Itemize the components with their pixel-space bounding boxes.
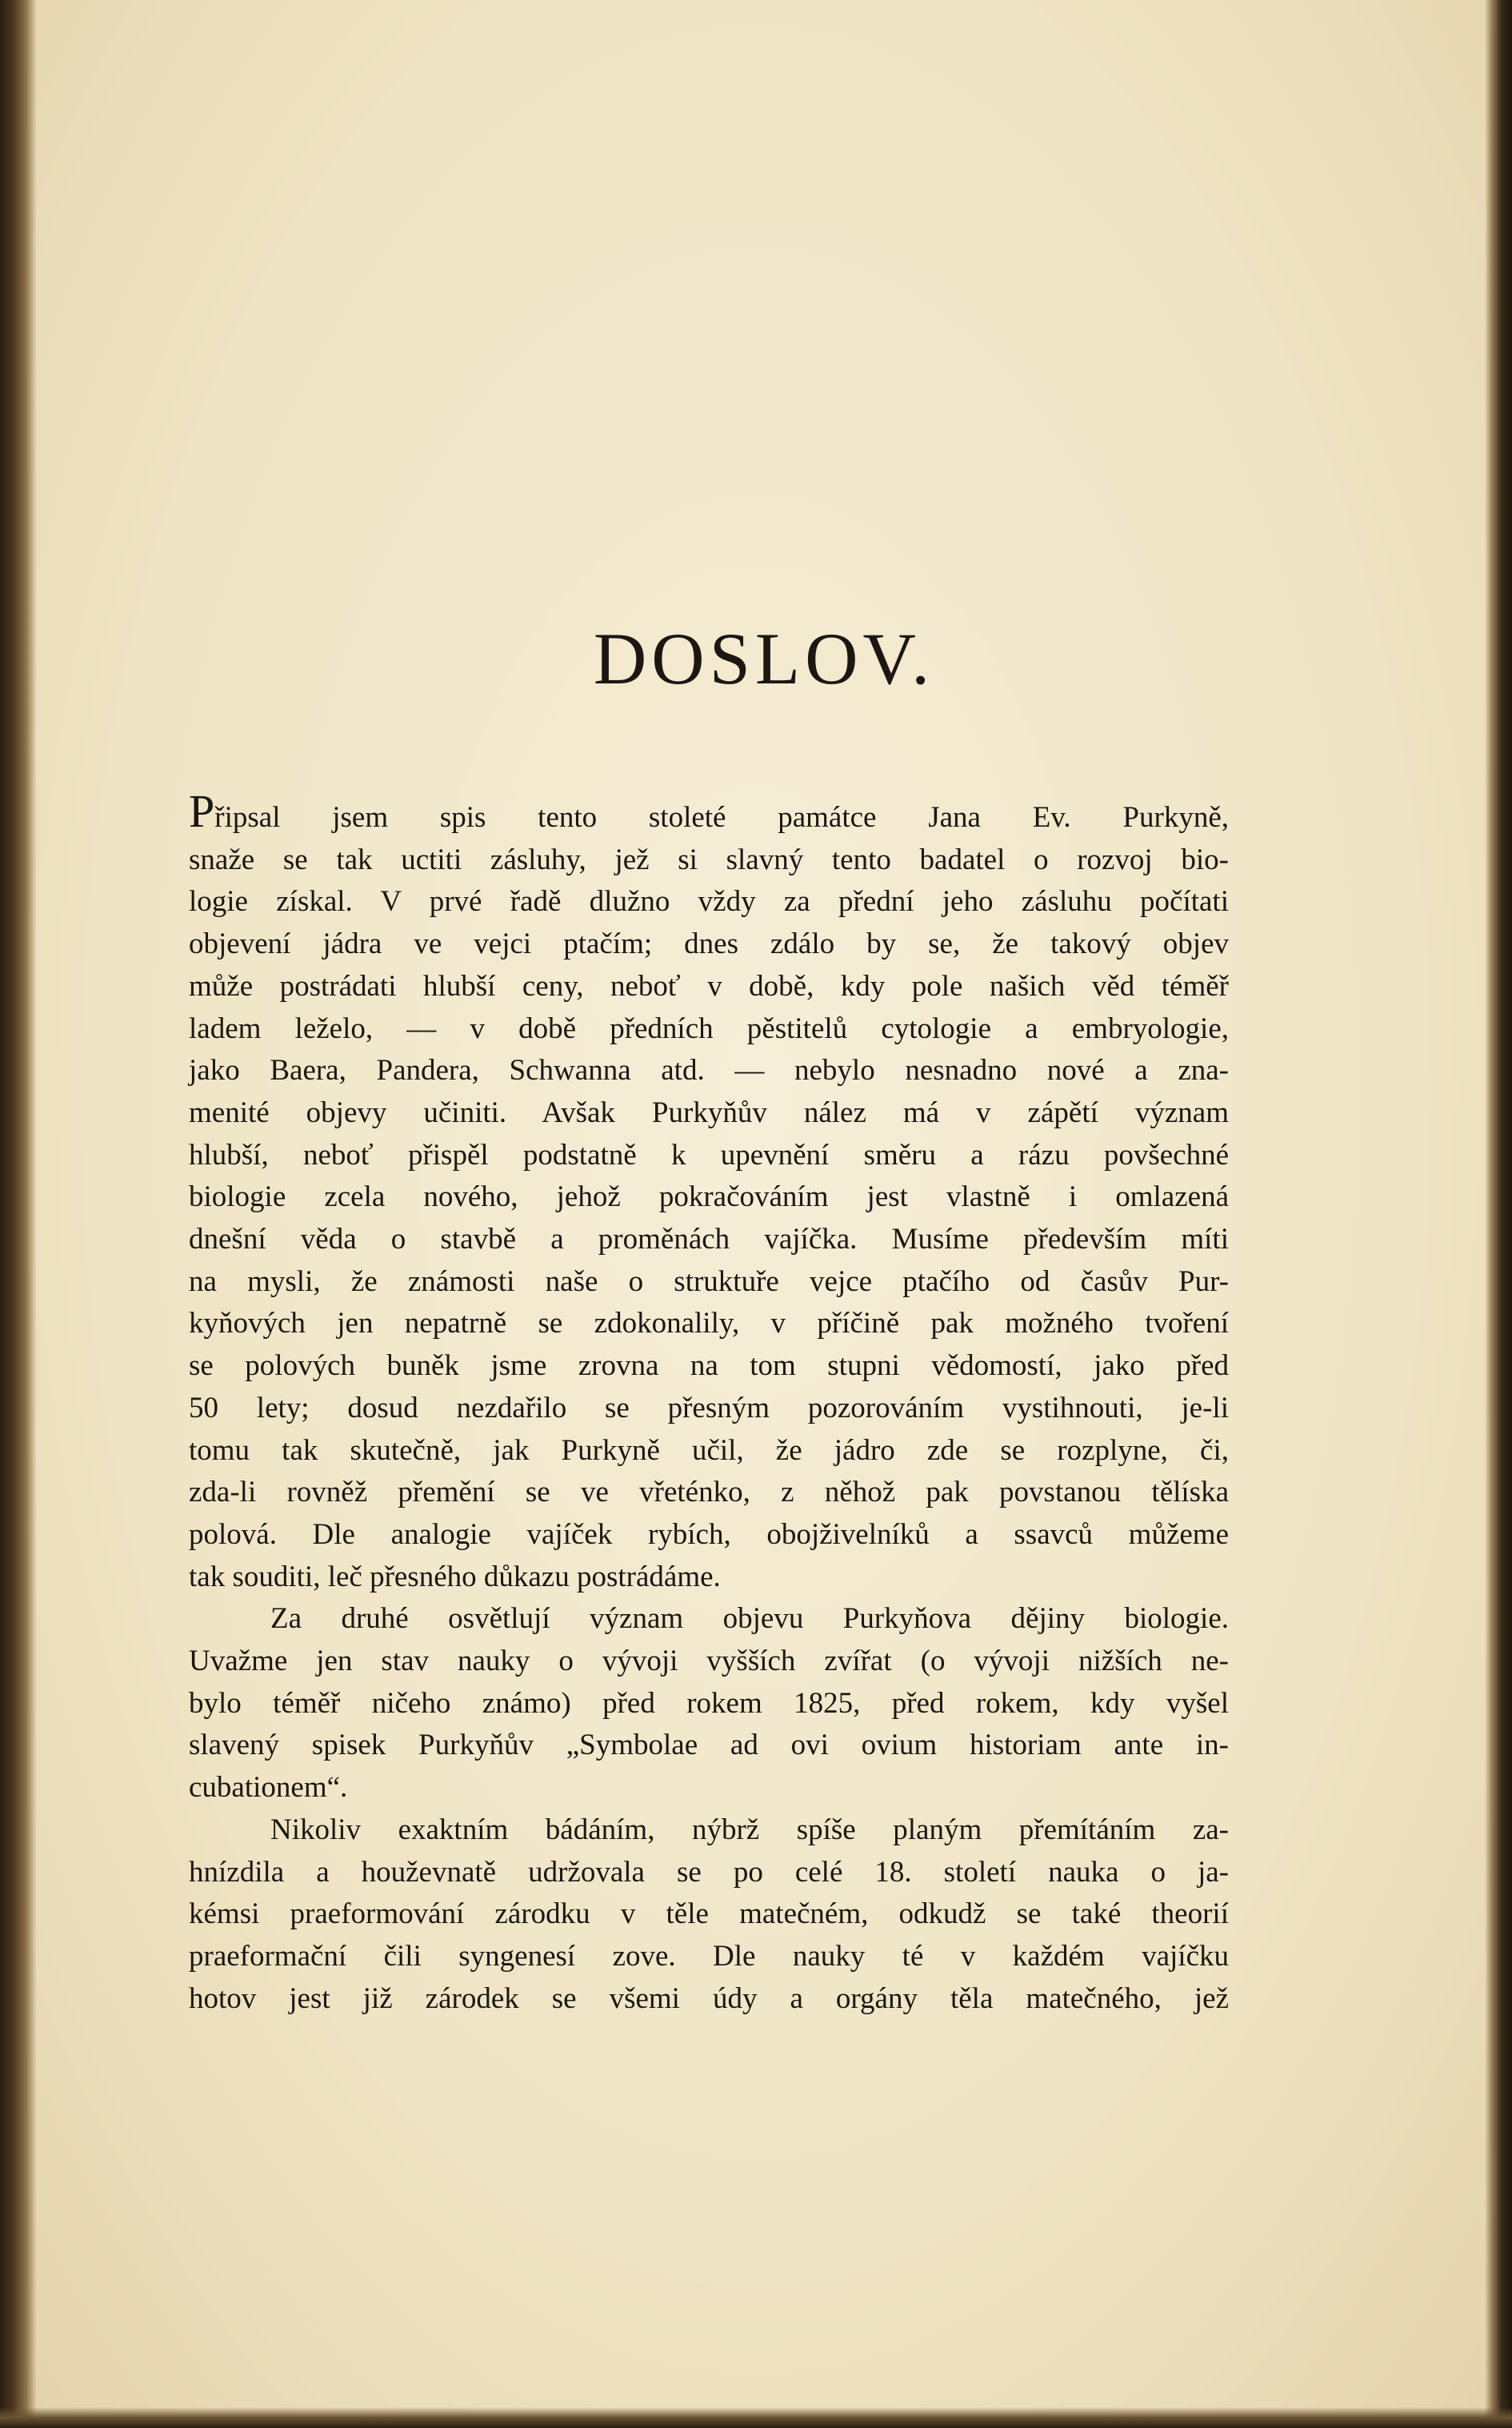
body-text	[189, 785, 1229, 2020]
page-edge-shadow	[1485, 0, 1512, 2428]
text-line-9: hlubší, neboť přispěl podstatně k upevnění směru a rázu povšechné	[189, 1138, 1229, 1172]
text-line-12: na mysli, že známosti naše o struktuře vejce ptačího od časův Pur-	[189, 1264, 1229, 1298]
text-line-7: jako Baera, Pandera, Schwanna atd. — nebylo nesnadno nové a zna-	[189, 1054, 1229, 1088]
text-line-13: kyňových jen nepatrně se zdokonalily, v příčině pak možného tvoření	[189, 1307, 1229, 1340]
text-line-1	[189, 785, 1229, 839]
text-line-17: zda-li rovněž přemění se ve vřeténko, z něhož pak povstanou tělíska	[189, 1476, 1229, 1509]
text-line-2: snaže se tak uctiti zásluhy, jež si slavný tento badatel o rozvoj bio-	[189, 843, 1229, 876]
text-line-29: hotov jest již zárodek se všemi údy a orgány těla matečného, jež	[189, 1981, 1229, 2015]
text-line-21: Uvažme jen stav nauky o vývoji vyšších zvířat (o vývoji nižších ne-	[189, 1645, 1229, 1678]
text-line-3: logie získal. V prvé řadě dlužno vždy za přední jeho zásluhu počítati	[189, 885, 1229, 919]
text-line-24: cubationem“.	[189, 1771, 348, 1805]
text-line-26: hnízdila a houževnatě udržovala se po celé 18. století nauka o ja-	[189, 1855, 1229, 1889]
text-line-16: tomu tak skutečně, jak Purkyně učil, že jádro zde se rozplyne, či,	[189, 1433, 1229, 1467]
text-line-4: objevení jádra ve vejci ptačím; dnes zdálo by se, že takový objev	[189, 928, 1229, 961]
text-line-14: se polových buněk jsme zrovna na tom stupni vědomostí, jako před	[189, 1349, 1229, 1383]
chapter-title: DOSLOV.	[593, 618, 935, 699]
text-line-6: ladem leželo, — v době předních pěstitelů cytologie a embryologie,	[189, 1012, 1229, 1045]
text-line-11: dnešní věda o stavbě a proměnách vajíčka. Musíme především míti	[189, 1223, 1229, 1256]
text-line-28: praeformační čili syngenesí zove. Dle nauky té v každém vajíčku	[189, 1939, 1229, 1973]
text-line-25: Nikoliv exaktním bádáním, nýbrž spíše planým přemítáním za-	[270, 1813, 1229, 1846]
text-line-1-rest: řipsal jsem spis tento stoleté památce Jana Ev. Purkyně,	[214, 801, 1229, 834]
text-line-5: může postrádati hlubší ceny, neboť v době, kdy pole našich věd téměř	[189, 969, 1229, 1003]
text-line-22: bylo téměř ničeho známo) před rokem 1825, před rokem, kdy vyšel	[189, 1686, 1229, 1720]
text-line-27: kémsi praeformování zárodku v těle matečném, odkudž se také theorií	[189, 1897, 1229, 1931]
text-line-23: slavený spisek Purkyňův „Symbolae ad ovi ovium historiam ante in-	[189, 1729, 1229, 1762]
text-line-19: tak souditi, leč přesného důkazu postrádáme.	[189, 1560, 721, 1593]
page-bottom-shadow	[0, 2407, 1512, 2428]
drop-initial: P	[189, 785, 215, 837]
text-line-10: biologie zcela nového, jehož pokračováním jest vlastně i omlazená	[189, 1180, 1229, 1214]
text-line-8: menité objevy učiniti. Avšak Purkyňův nález má v zápětí význam	[189, 1096, 1229, 1129]
page-binding-shadow	[0, 0, 37, 2428]
text-line-15: 50 lety; dosud nezdařilo se přesným pozorováním vystihnouti, je-li	[189, 1391, 1229, 1424]
text-line-20: Za druhé osvětlují význam objevu Purkyňova dějiny biologie.	[270, 1602, 1229, 1636]
text-line-18: polová. Dle analogie vajíček rybích, obojživelníků a ssavců můžeme	[189, 1517, 1229, 1551]
